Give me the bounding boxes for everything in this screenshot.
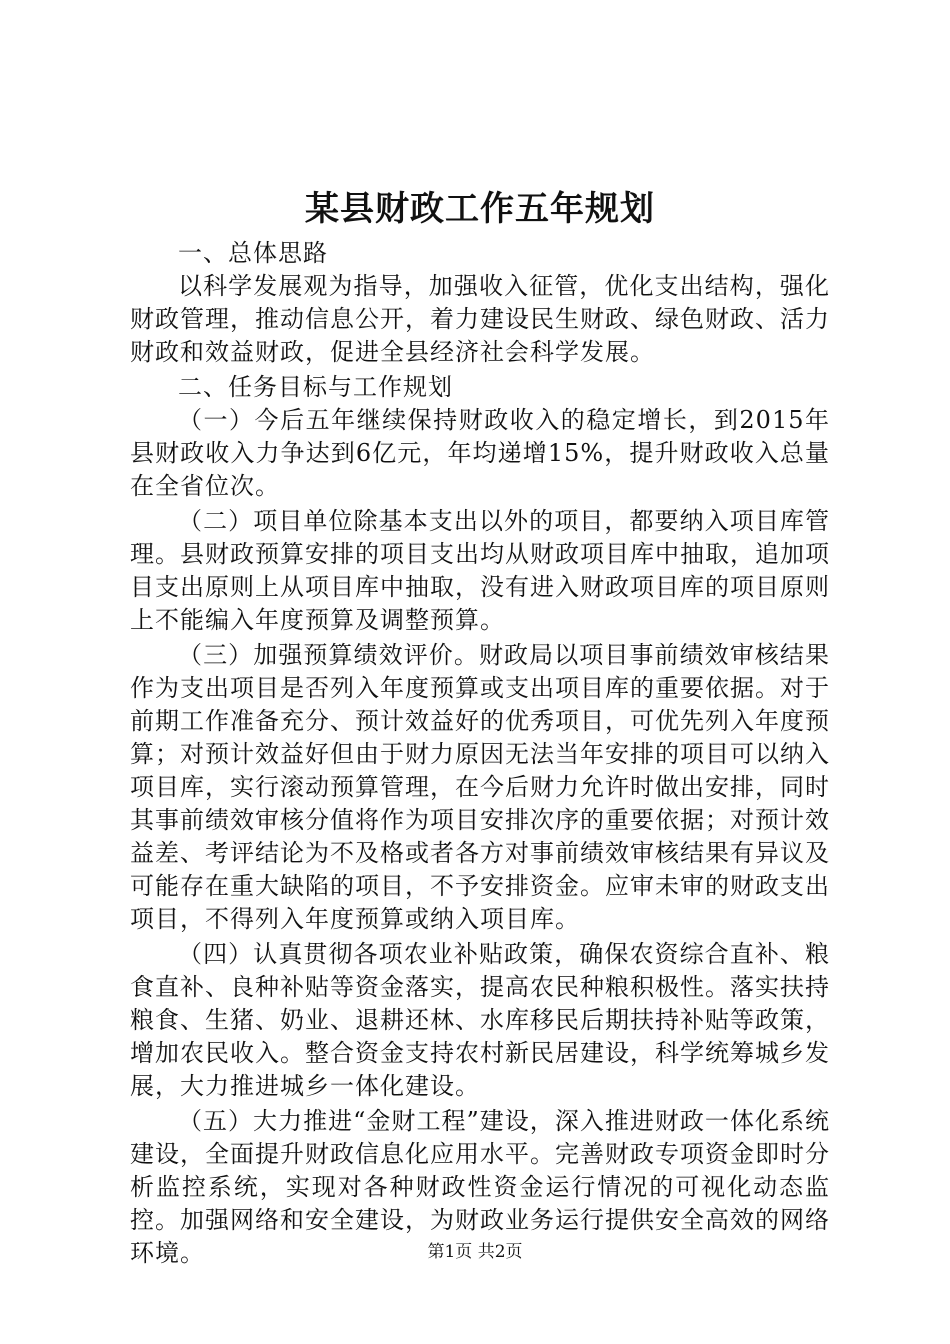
section-heading-tasks-goals: 二、任务目标与工作规划 xyxy=(178,373,453,401)
task-item-5: （五）大力推进“金财工程”建设，深入推进财政一体化系统建设，全面提升财政信息化应用水平。完善财政专项资金即时分析监控系统，实现对各种财政性资金运行情况的可视化动态监控。加强网络和安全建设，为财政业务运行提供安全高效的网络环境。 xyxy=(130,1107,830,1267)
section-paragraph-overall-approach: 以科学发展观为指导，加强收入征管，优化支出结构，强化财政管理，推动信息公开，着力建设民生财政、绿色财政、活力财政和效益财政，促进全县经济社会科学发展。 xyxy=(130,272,830,366)
task-item-4: （四）认真贯彻各项农业补贴政策，确保农资综合直补、粮食直补、良种补贴等资金落实，提高农民种粮积极性。落实扶持粮食、生猪、奶业、退耕还林、水库移民后期扶持补贴等政策，增加农民收入。整合资金支持农村新民居建设，科学统筹城乡发展，大力推进城乡一体化建设。 xyxy=(130,940,830,1100)
page-footer xyxy=(0,1240,950,1264)
task-item-3: （三）加强预算绩效评价。财政局以项目事前绩效审核结果作为支出项目是否列入年度预算或支出项目库的重要依据。对于前期工作准备充分、预计效益好的优秀项目，可优先列入年度预算；对预计效益好但由于财力原因无法当年安排的项目可以纳入项目库，实行滚动预算管理，在今后财力允许时做出安排，同时其事前绩效审核分值将作为项目安排次序的重要依据；对预计效益差、考评结论为不及格或者各方对事前绩效审核结果有异议及可能存在重大缺陷的项目，不予安排资金。应审未审的财政支出项目，不得列入年度预算或纳入项目库。 xyxy=(130,641,830,933)
task-item-1: （一）今后五年继续保持财政收入的稳定增长，到2015年县财政收入力争达到6亿元，年均递增15%，提升财政收入总量在全省位次。 xyxy=(130,406,830,500)
section-heading-overall-approach: 一、总体思路 xyxy=(178,239,328,267)
document-body xyxy=(130,185,830,1272)
document-title: 某县财政工作五年规划 xyxy=(305,189,655,229)
task-item-2: （二）项目单位除基本支出以外的项目，都要纳入项目库管理。县财政预算安排的项目支出均从财政项目库中抽取，追加项目支出原则上从项目库中抽取，没有进入财政项目库的项目原则上不能编入年度预算及调整预算。 xyxy=(130,507,830,634)
page-number: 第1页 共2页 xyxy=(427,1242,523,1262)
